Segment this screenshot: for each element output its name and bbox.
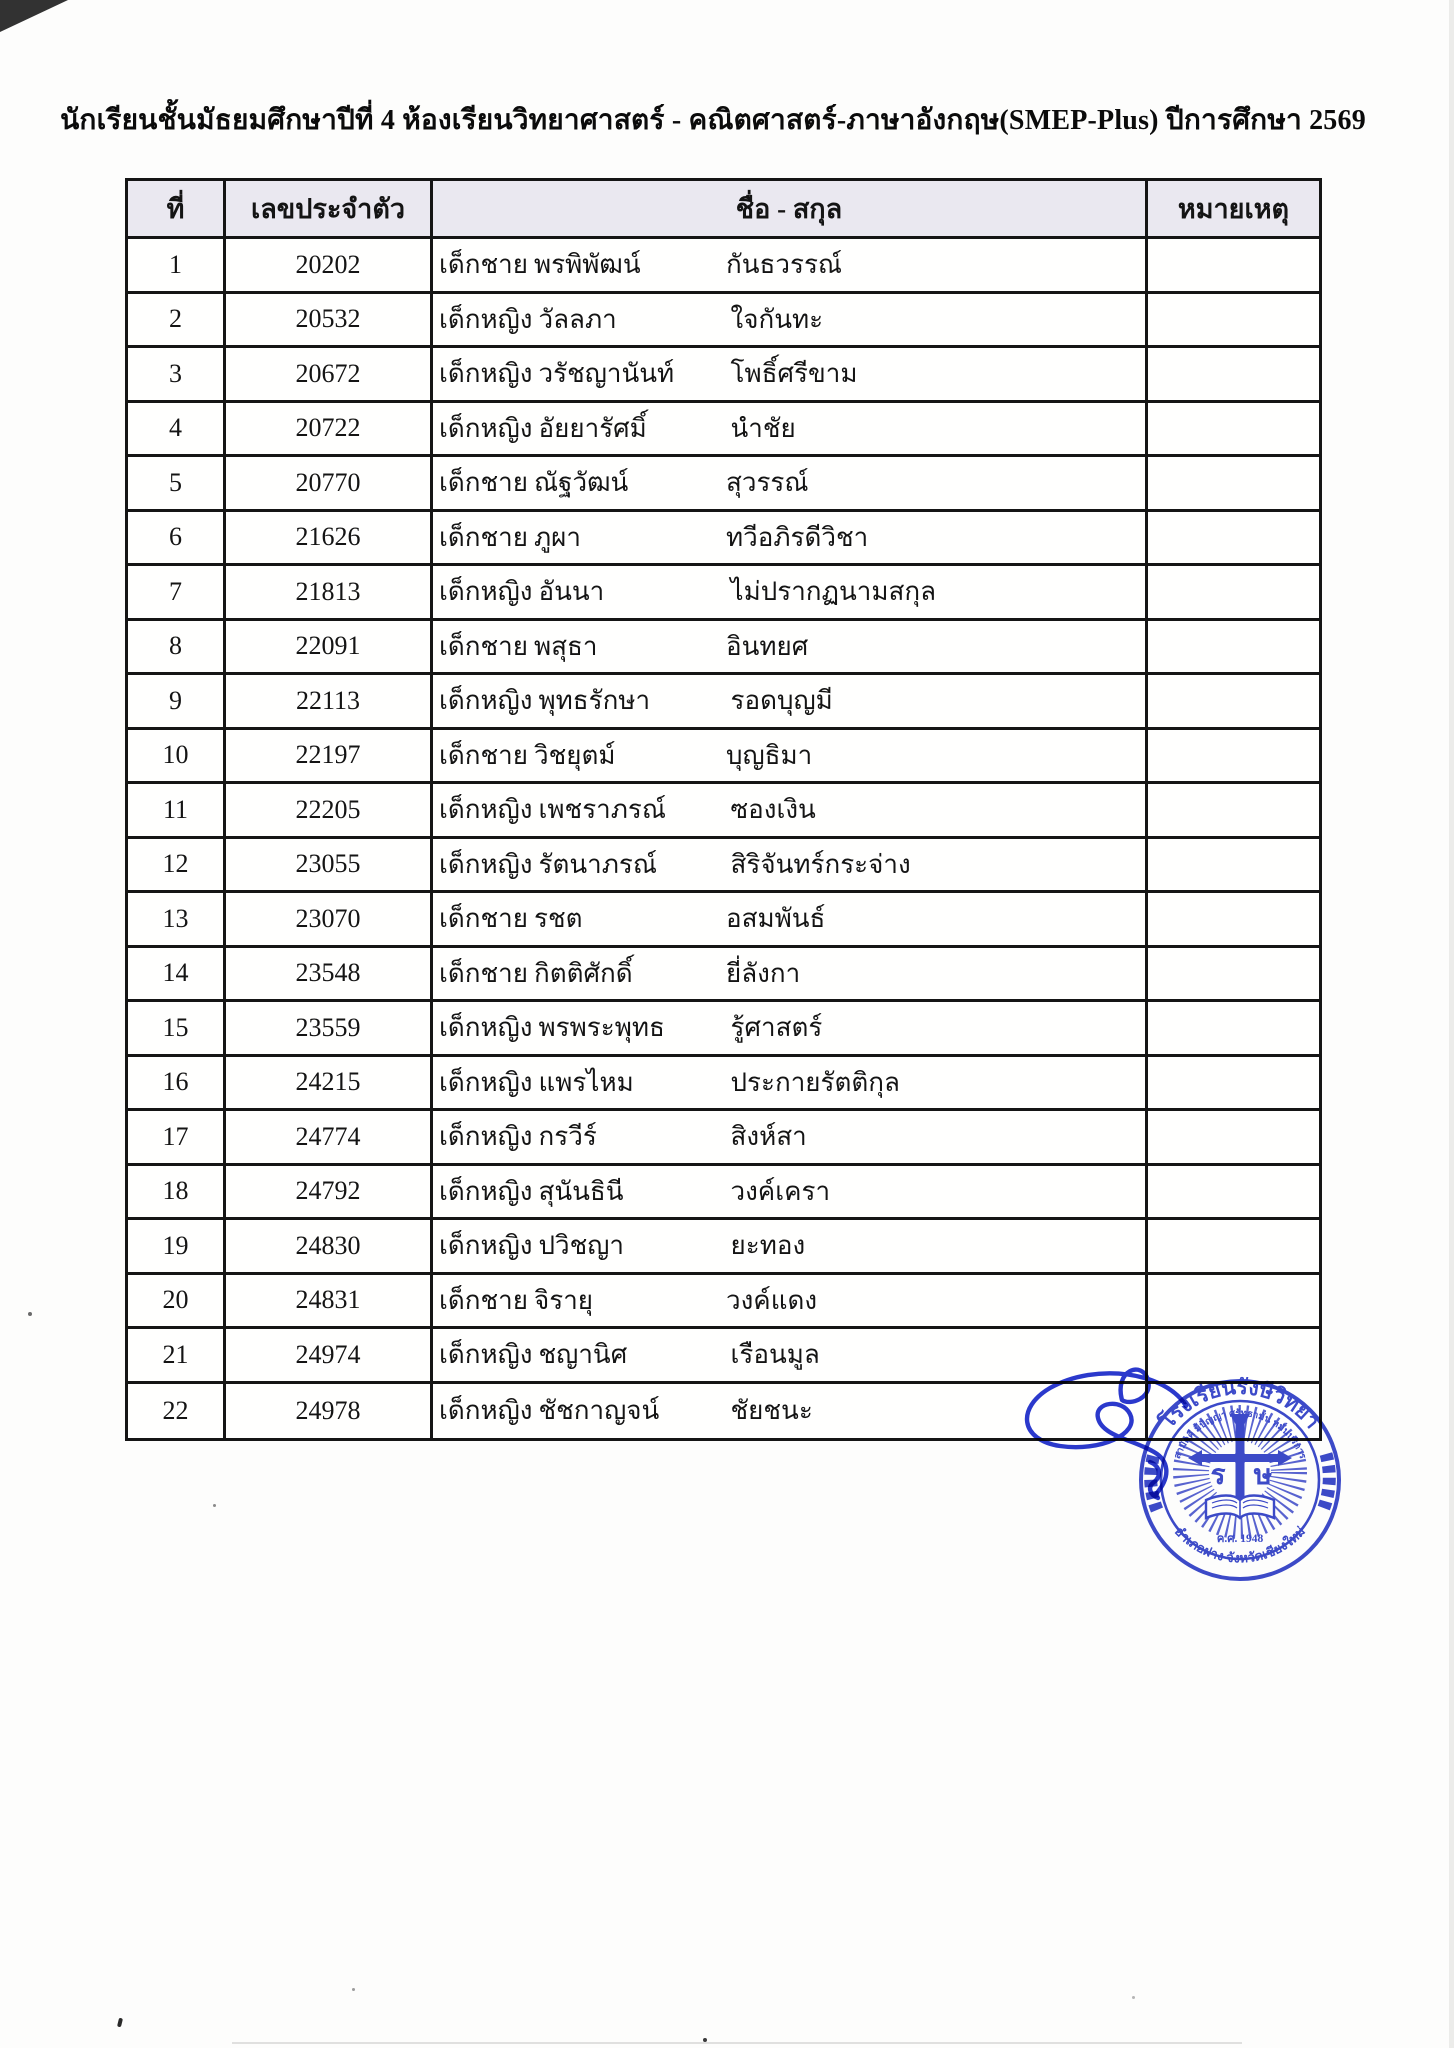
last-name: วงค์แดง bbox=[726, 1285, 818, 1315]
name-prefix: เด็กหญิง bbox=[439, 413, 533, 443]
student-name bbox=[433, 948, 1148, 1000]
first-name: แพรไหม bbox=[538, 1067, 634, 1097]
first-name: รัตนาภรณ์ bbox=[538, 849, 657, 879]
student-id: 20202 bbox=[226, 239, 433, 291]
first-name: เพชราภรณ์ bbox=[538, 795, 666, 825]
first-name: กิตติศักดิ์ bbox=[534, 958, 633, 988]
name-prefix: เด็กชาย bbox=[439, 958, 528, 988]
remark-cell bbox=[1148, 566, 1319, 618]
student-table bbox=[125, 178, 1322, 1441]
last-name: เรือนมูล bbox=[730, 1340, 820, 1370]
table-row bbox=[128, 1166, 1319, 1221]
name-prefix: เด็กหญิง bbox=[439, 1396, 533, 1426]
page-title: นักเรียนชั้นมัธยมศึกษาปีที่ 4 ห้องเรียนวิทยาศาสตร์ - คณิตศาสตร์-ภาษาอังกฤษ(SMEP-Plus) ปีการศึกษา 2569 bbox=[60, 105, 1366, 136]
student-name bbox=[433, 512, 1148, 564]
remark-cell bbox=[1148, 239, 1319, 291]
scan-edge-shade bbox=[1449, 0, 1454, 2048]
row-number: 10 bbox=[128, 730, 226, 782]
scan-speck bbox=[213, 1504, 216, 1507]
student-name bbox=[433, 348, 1148, 400]
last-name: อสมพันธ์ bbox=[726, 904, 826, 934]
student-id: 24978 bbox=[226, 1384, 433, 1439]
name-prefix: เด็กชาย bbox=[439, 904, 528, 934]
student-name bbox=[433, 1111, 1148, 1163]
last-name: บุญธิมา bbox=[726, 740, 813, 770]
student-name bbox=[433, 1002, 1148, 1054]
first-name: กรวีร์ bbox=[538, 1122, 597, 1152]
first-name: สุนันธินี bbox=[538, 1176, 624, 1206]
remark-cell bbox=[1148, 457, 1319, 509]
remark-cell bbox=[1148, 621, 1319, 673]
student-name bbox=[433, 1057, 1148, 1109]
first-name: พสุธา bbox=[534, 631, 598, 661]
row-number: 18 bbox=[128, 1166, 226, 1218]
table-row bbox=[128, 1057, 1319, 1112]
last-name: อินทยศ bbox=[726, 631, 809, 661]
laurel-right bbox=[1323, 1454, 1329, 1510]
student-id: 24792 bbox=[226, 1166, 433, 1218]
student-id: 22091 bbox=[226, 621, 433, 673]
remark-cell bbox=[1148, 1166, 1319, 1218]
scan-speck bbox=[117, 2018, 123, 2028]
name-prefix: เด็กหญิง bbox=[439, 1122, 533, 1152]
name-prefix: เด็กหญิง bbox=[439, 1231, 533, 1261]
remark-cell bbox=[1148, 1220, 1319, 1272]
student-id: 23548 bbox=[226, 948, 433, 1000]
student-id: 22197 bbox=[226, 730, 433, 782]
table-row bbox=[128, 403, 1319, 458]
handwritten-signature bbox=[1000, 1352, 1210, 1512]
table-body bbox=[128, 239, 1319, 1438]
last-name: ซองเงิน bbox=[730, 795, 816, 825]
last-name: รอดบุญมี bbox=[730, 686, 833, 716]
name-prefix: เด็กชาย bbox=[439, 522, 528, 552]
col-header-name: ชื่อ - สกุล bbox=[433, 181, 1148, 236]
student-id: 20722 bbox=[226, 403, 433, 455]
row-number: 9 bbox=[128, 675, 226, 727]
last-name: ใจกันทะ bbox=[730, 304, 824, 334]
remark-cell bbox=[1148, 730, 1319, 782]
remark-cell bbox=[1148, 294, 1319, 346]
remark-cell bbox=[1148, 512, 1319, 564]
open-book bbox=[1206, 1496, 1274, 1519]
row-number: 1 bbox=[128, 239, 226, 291]
name-prefix: เด็กหญิง bbox=[439, 1013, 533, 1043]
table-row bbox=[128, 893, 1319, 948]
student-name bbox=[433, 730, 1148, 782]
row-number: 3 bbox=[128, 348, 226, 400]
row-number: 16 bbox=[128, 1057, 226, 1109]
first-name: วัลลภา bbox=[538, 304, 617, 334]
last-name: ยี่ลังกา bbox=[726, 958, 801, 988]
table-row bbox=[128, 730, 1319, 785]
row-number: 12 bbox=[128, 839, 226, 891]
name-prefix: เด็กหญิง bbox=[439, 686, 533, 716]
name-prefix: เด็กหญิง bbox=[439, 849, 533, 879]
student-id: 20532 bbox=[226, 294, 433, 346]
row-number: 22 bbox=[128, 1384, 226, 1439]
remark-cell bbox=[1148, 1275, 1319, 1327]
first-name: ปวิชญา bbox=[538, 1231, 625, 1261]
student-id: 23055 bbox=[226, 839, 433, 891]
row-number: 7 bbox=[128, 566, 226, 618]
table-row bbox=[128, 512, 1319, 567]
signature-strokes bbox=[1000, 1352, 1210, 1512]
table-row bbox=[128, 294, 1319, 349]
student-name bbox=[433, 1220, 1148, 1272]
row-number: 5 bbox=[128, 457, 226, 509]
name-prefix: เด็กชาย bbox=[439, 468, 528, 498]
stamp-district-arc: อำเภอฝาง จังหวัดเชียงใหม่ bbox=[1171, 1523, 1309, 1566]
student-id: 21813 bbox=[226, 566, 433, 618]
student-id: 23559 bbox=[226, 1002, 433, 1054]
row-number: 20 bbox=[128, 1275, 226, 1327]
name-prefix: เด็กหญิง bbox=[439, 304, 533, 334]
last-name: สุวรรณ์ bbox=[726, 468, 809, 498]
first-name: ชญานิศ bbox=[538, 1340, 628, 1370]
name-prefix: เด็กหญิง bbox=[439, 795, 533, 825]
last-name: ยะทอง bbox=[730, 1231, 806, 1261]
remark-cell bbox=[1148, 784, 1319, 836]
table-row bbox=[128, 839, 1319, 894]
table-header-row bbox=[128, 181, 1319, 239]
table-row bbox=[128, 784, 1319, 839]
row-number: 19 bbox=[128, 1220, 226, 1272]
row-number: 6 bbox=[128, 512, 226, 564]
student-name bbox=[433, 839, 1148, 891]
first-name: รชต bbox=[534, 904, 583, 934]
scan-bottom-streak bbox=[232, 2042, 1242, 2044]
scan-speck bbox=[1132, 1996, 1135, 1999]
name-prefix: เด็กชาย bbox=[439, 1285, 528, 1315]
first-name: พรพิพัฒน์ bbox=[534, 250, 641, 280]
table-row bbox=[128, 675, 1319, 730]
col-header-no: ที่ bbox=[128, 181, 226, 236]
student-name bbox=[433, 893, 1148, 945]
student-id: 22113 bbox=[226, 675, 433, 727]
name-prefix: เด็กหญิง bbox=[439, 1067, 533, 1097]
remark-cell bbox=[1148, 675, 1319, 727]
row-number: 13 bbox=[128, 893, 226, 945]
student-id: 20770 bbox=[226, 457, 433, 509]
last-name: ประกายรัตติกุล bbox=[730, 1067, 900, 1097]
remark-cell bbox=[1148, 348, 1319, 400]
name-prefix: เด็กหญิง bbox=[439, 359, 533, 389]
first-name: อัยยารัศมิ์ bbox=[538, 413, 647, 443]
student-name bbox=[433, 1166, 1148, 1218]
student-name bbox=[433, 566, 1148, 618]
name-prefix: เด็กหญิง bbox=[439, 577, 533, 607]
student-id: 24830 bbox=[226, 1220, 433, 1272]
table-row bbox=[128, 457, 1319, 512]
emblem-left-char: ร bbox=[1210, 1460, 1226, 1491]
table-row bbox=[128, 1275, 1319, 1330]
row-number: 4 bbox=[128, 403, 226, 455]
last-name: สิริจันทร์กระจ่าง bbox=[730, 849, 911, 879]
scan-speck bbox=[28, 1312, 32, 1316]
student-name bbox=[433, 784, 1148, 836]
student-name bbox=[433, 457, 1148, 509]
col-header-remark: หมายเหตุ bbox=[1148, 181, 1319, 236]
table-row bbox=[128, 239, 1319, 294]
table-row bbox=[128, 348, 1319, 403]
first-name: ณัฐวัฒน์ bbox=[534, 468, 629, 498]
stamp-year: ค.ศ. 1948 bbox=[1216, 1533, 1264, 1545]
student-name bbox=[433, 403, 1148, 455]
row-number: 15 bbox=[128, 1002, 226, 1054]
last-name: ไม่ปรากฏนามสกุล bbox=[730, 577, 937, 607]
student-name bbox=[433, 239, 1148, 291]
row-number: 17 bbox=[128, 1111, 226, 1163]
student-id: 23070 bbox=[226, 893, 433, 945]
last-name: นำชัย bbox=[730, 413, 796, 443]
student-name bbox=[433, 1275, 1148, 1327]
first-name: อันนา bbox=[538, 577, 605, 607]
student-id: 21626 bbox=[226, 512, 433, 564]
table-row bbox=[128, 1111, 1319, 1166]
stamp-motto-arc: สามัคคี มีปัญญา ศรัทธามั่น หมั่นบริการ bbox=[1172, 1408, 1308, 1461]
student-id: 24774 bbox=[226, 1111, 433, 1163]
col-header-id: เลขประจำตัว bbox=[226, 181, 433, 236]
remark-cell bbox=[1148, 1002, 1319, 1054]
scan-speck bbox=[352, 1988, 355, 1991]
last-name: ชัยชนะ bbox=[730, 1396, 813, 1426]
student-name bbox=[433, 621, 1148, 673]
first-name: จิรายุ bbox=[534, 1285, 594, 1315]
remark-cell bbox=[1148, 893, 1319, 945]
student-id: 20672 bbox=[226, 348, 433, 400]
remark-cell bbox=[1148, 839, 1319, 891]
first-name: พุทธรักษา bbox=[538, 686, 651, 716]
last-name: รู้ศาสตร์ bbox=[730, 1013, 823, 1043]
last-name: กันธวรรณ์ bbox=[726, 250, 843, 280]
table-row bbox=[128, 566, 1319, 621]
last-name: ทวีอภิรดีวิชา bbox=[726, 522, 869, 552]
row-number: 11 bbox=[128, 784, 226, 836]
stamp-school-name-arc: โรงเรียนรังษีวิทยา bbox=[1155, 1374, 1325, 1434]
student-id: 24974 bbox=[226, 1329, 433, 1381]
remark-cell bbox=[1148, 1111, 1319, 1163]
first-name: ภูผา bbox=[534, 522, 581, 552]
student-name bbox=[433, 294, 1148, 346]
name-prefix: เด็กชาย bbox=[439, 740, 528, 770]
scan-speck bbox=[703, 2038, 707, 2042]
last-name: โพธิ์ศรีขาม bbox=[730, 359, 858, 389]
name-prefix: เด็กชาย bbox=[439, 250, 528, 280]
emblem-right-char: ษ bbox=[1253, 1460, 1273, 1491]
table-row bbox=[128, 1220, 1319, 1275]
first-name: ชัชกาญจน์ bbox=[538, 1396, 660, 1426]
name-prefix: เด็กหญิง bbox=[439, 1340, 533, 1370]
remark-cell bbox=[1148, 1057, 1319, 1109]
name-prefix: เด็กชาย bbox=[439, 631, 528, 661]
scan-corner-artifact bbox=[0, 0, 68, 32]
table-row bbox=[128, 1002, 1319, 1057]
name-prefix: เด็กหญิง bbox=[439, 1176, 533, 1206]
first-name: พรพระพุทธ bbox=[538, 1013, 665, 1043]
remark-cell bbox=[1148, 403, 1319, 455]
table-row bbox=[128, 621, 1319, 676]
last-name: วงค์เครา bbox=[730, 1176, 831, 1206]
student-name bbox=[433, 675, 1148, 727]
row-number: 8 bbox=[128, 621, 226, 673]
remark-cell bbox=[1148, 948, 1319, 1000]
student-id: 22205 bbox=[226, 784, 433, 836]
row-number: 2 bbox=[128, 294, 226, 346]
table-row bbox=[128, 948, 1319, 1003]
row-number: 14 bbox=[128, 948, 226, 1000]
last-name: สิงห์สา bbox=[730, 1122, 807, 1152]
first-name: วิชยุตม์ bbox=[534, 740, 616, 770]
student-id: 24831 bbox=[226, 1275, 433, 1327]
row-number: 21 bbox=[128, 1329, 226, 1381]
first-name: วรัชญานันท์ bbox=[538, 359, 675, 389]
student-id: 24215 bbox=[226, 1057, 433, 1109]
